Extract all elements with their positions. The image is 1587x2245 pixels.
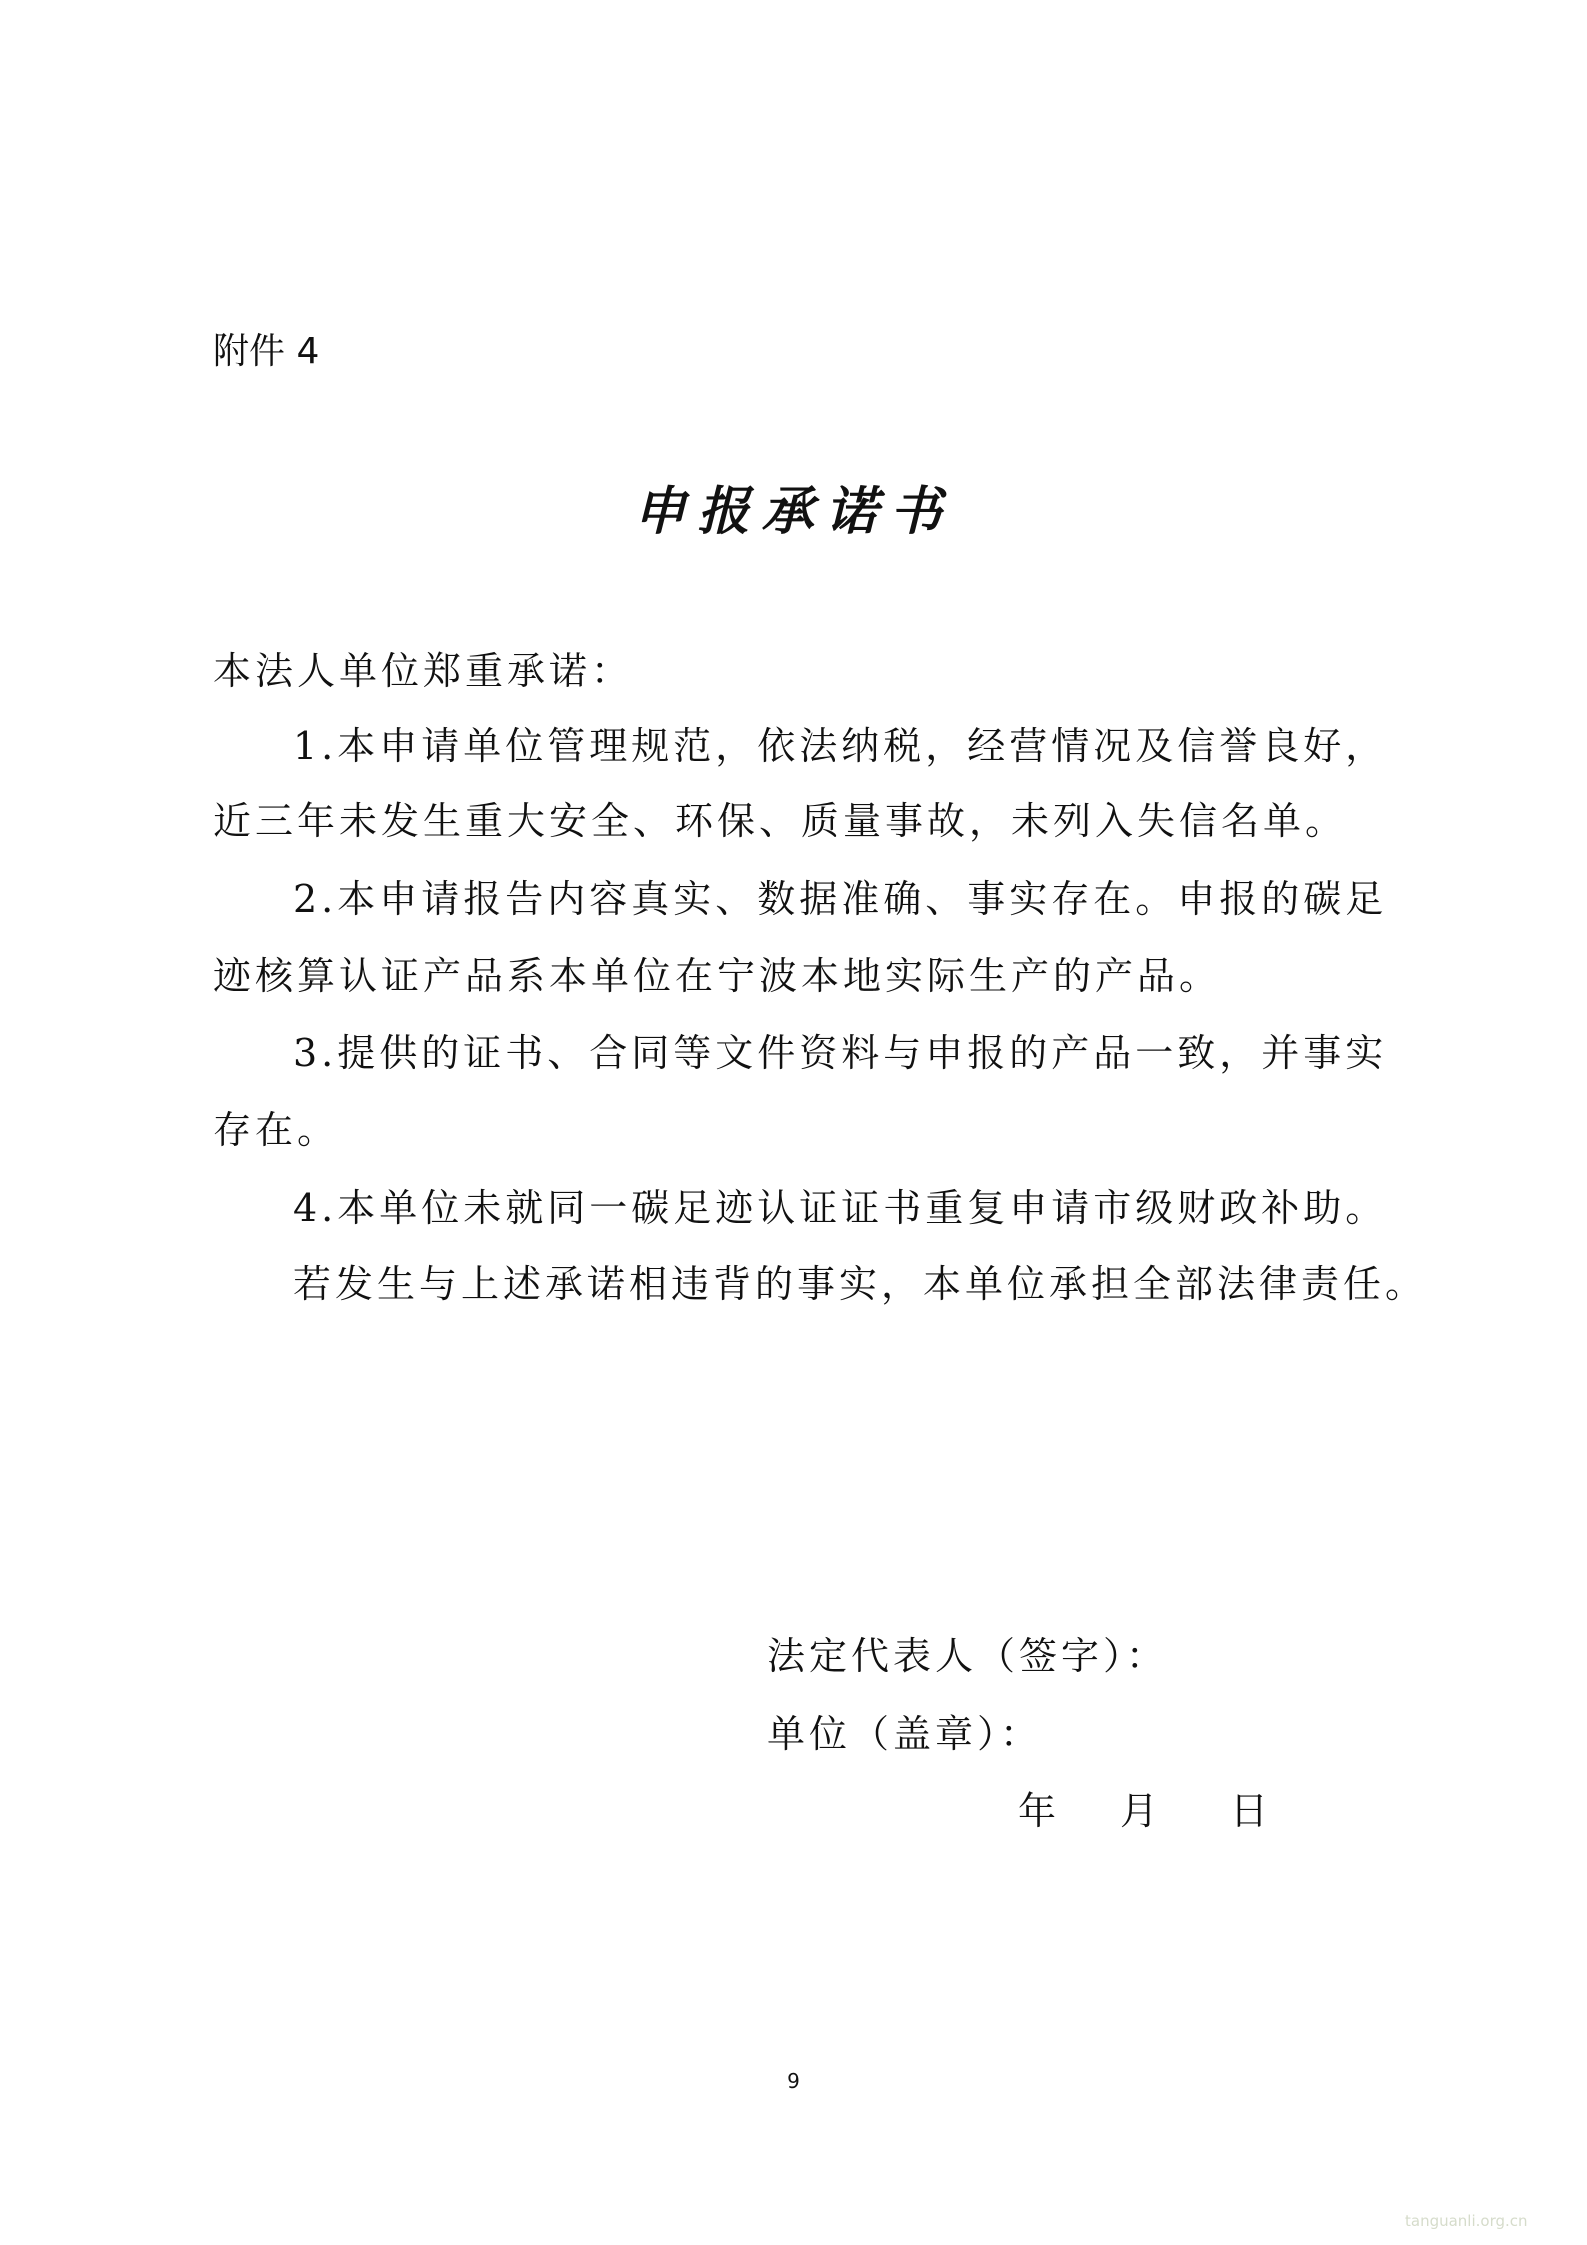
commitment-item-2-line-2: 迹核算认证产品系本单位在宁波本地实际生产的产品。	[213, 954, 1222, 998]
commitment-item-1-line-1: 1.本申请单位管理规范，依法纳税，经营情况及信誉良好，	[293, 724, 1388, 768]
document-title: 申报承诺书	[633, 481, 954, 542]
watermark: tanguanli.org.cn	[1405, 2212, 1528, 2230]
date-month-label: 月	[1120, 1789, 1159, 1833]
commitment-item-4: 4.本单位未就同一碳足迹认证证书重复申请市级财政补助。	[293, 1186, 1388, 1230]
closing-statement: 若发生与上述承诺相违背的事实，本单位承担全部法律责任。	[293, 1262, 1428, 1306]
intro-paragraph: 本法人单位郑重承诺：	[213, 649, 634, 693]
commitment-item-2-line-1: 2.本申请报告内容真实、数据准确、事实存在。申报的碳足	[293, 877, 1388, 921]
unit-seal-field: 单位（盖章）：	[767, 1712, 1043, 1756]
page-number: 9	[787, 2069, 800, 2093]
commitment-item-3-line-1: 3.提供的证书、合同等文件资料与申报的产品一致，并事实	[293, 1031, 1388, 1075]
date-year-label: 年	[1018, 1789, 1057, 1833]
commitment-item-3-line-2: 存在。	[213, 1108, 340, 1152]
attachment-label: 附件 4	[213, 331, 320, 372]
date-day-label: 日	[1230, 1789, 1269, 1833]
commitment-item-1-line-2: 近三年未发生重大安全、环保、质量事故，未列入失信名单。	[213, 799, 1348, 843]
legal-representative-signature-field: 法定代表人（签字）：	[767, 1634, 1169, 1678]
